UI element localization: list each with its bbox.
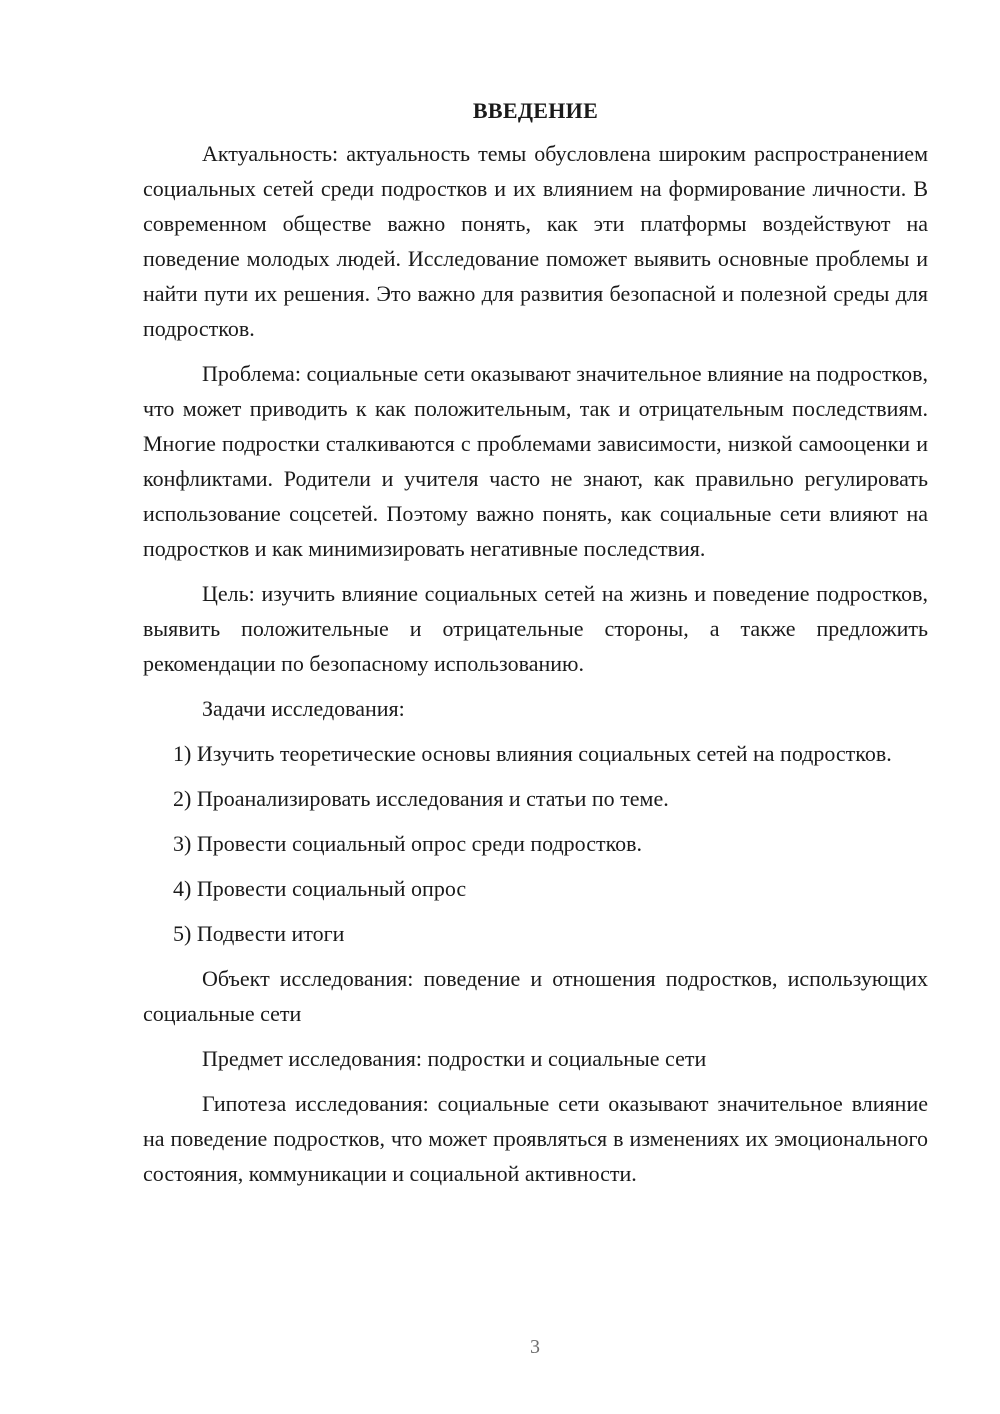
task-item-5: 5) Подвести итоги (173, 921, 345, 946)
paragraph-relevance: Актуальность: актуальность темы обусловлена широким распространением социальных сетей среди подростков и их влиянием на формирование личности. В современном обществе важно понять, как эти платформы воздействуют на поведение молодых людей. Исследование поможет выявить основные проблемы и найти пути их решения. Это важно для развития безопасной и полезной среды для подростков. (143, 141, 928, 341)
task-item-4: 4) Провести социальный опрос (173, 876, 467, 901)
paragraph-object: Объект исследования: поведение и отношения подростков, использующих социальные сети (143, 966, 928, 1026)
paragraph-goal: Цель: изучить влияние социальных сетей на жизнь и поведение подростков, выявить положительные и отрицательные стороны, а также предложить рекомендации по безопасному использованию. (143, 581, 928, 676)
task-item-2: 2) Проанализировать исследования и статьи по теме. (173, 786, 669, 811)
task-item-3: 3) Провести социальный опрос среди подростков. (173, 831, 643, 856)
paragraph-subject: Предмет исследования: подростки и социальные сети (202, 1046, 707, 1071)
page-content (143, 95, 928, 1191)
task-item-1: 1) Изучить теоретические основы влияния социальных сетей на подростков. (173, 741, 892, 766)
page-number: 3 (530, 1336, 540, 1358)
paragraph-problem: Проблема: социальные сети оказывают значительное влияние на подростков, что может приводить к как положительным, так и отрицательным последствиям. Многие подростки сталкиваются с проблемами зависимости, низкой самооценки и конфликтами. Родители и учителя часто не знают, как правильно регулировать использование соцсетей. Поэтому важно понять, как социальные сети влияют на подростков и как минимизировать негативные последствия. (143, 361, 928, 561)
section-title: ВВЕДЕНИЕ (472, 98, 599, 123)
tasks-heading: Задачи исследования: (202, 696, 405, 721)
paragraph-hypothesis: Гипотеза исследования: социальные сети оказывают значительное влияние на поведение подростков, что может проявляться в изменениях их эмоционального состояния, коммуникации и социальной активности. (143, 1091, 928, 1186)
